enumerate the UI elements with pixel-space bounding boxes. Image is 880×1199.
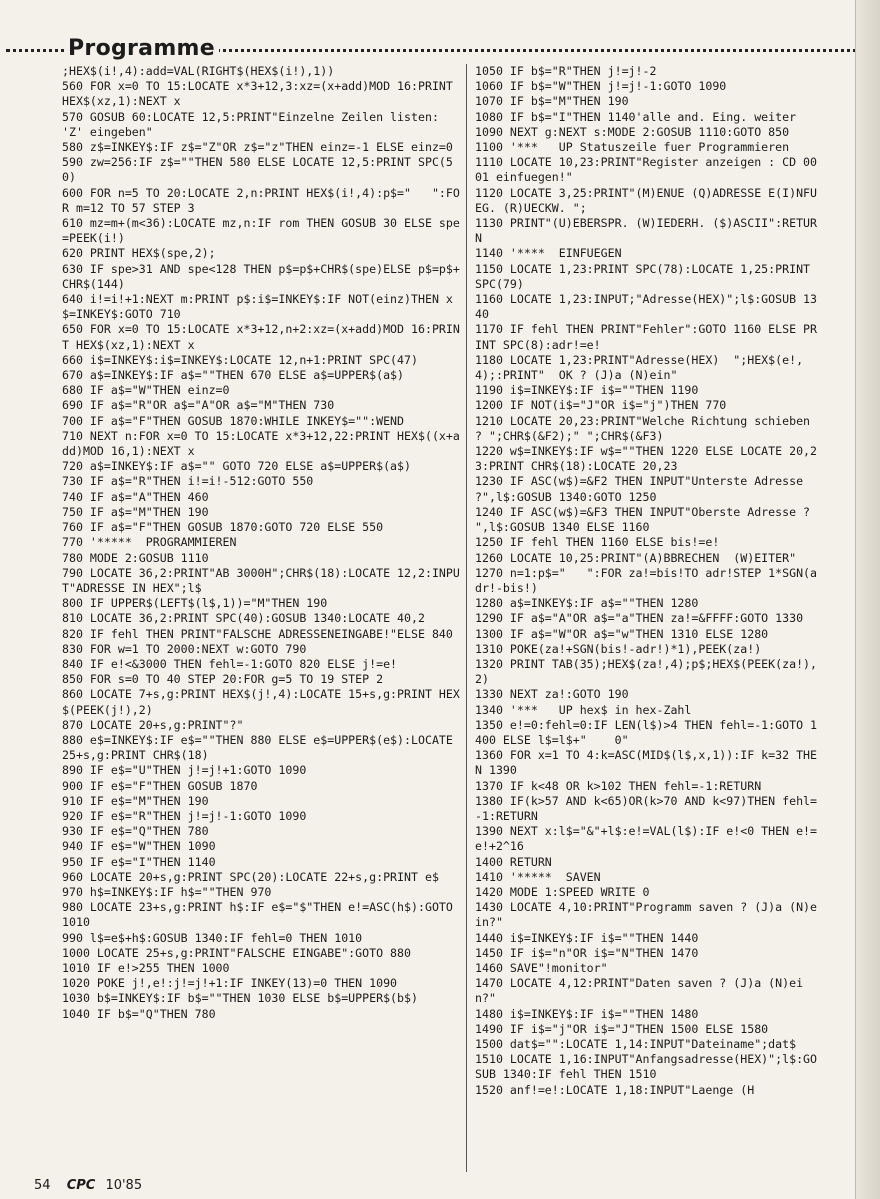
code-line: 980 LOCATE 23+s,g:PRINT h$:IF e$="$"THEN e!=ASC(h$):GOTO 1010: [62, 900, 460, 930]
code-line: 1460 SAVE"!monitor": [475, 960, 608, 975]
code-line: 1010 IF e!>255 THEN 1000: [62, 960, 230, 975]
listing-column-left: [62, 64, 464, 1022]
code-line: 940 IF e$="W"THEN 1090: [62, 839, 216, 854]
code-line: 1180 LOCATE 1,23:PRINT"Adresse(HEX) ";HEX$(e!,4);:PRINT" OK ? (J)a (N)ein": [475, 352, 804, 383]
code-line: 730 IF a$="R"THEN i!=i!-512:GOTO 550: [62, 474, 314, 489]
code-line: 640 i!=i!+1:NEXT m:PRINT p$:i$=INKEY$:IF NOT(einz)THEN x$=INKEY$:GOTO 710: [62, 292, 453, 322]
code-line: 760 IF a$="F"THEN GOSUB 1870:GOTO 720 ELSE 550: [62, 520, 384, 535]
code-line: 1060 IF b$="W"THEN j!=j!-1:GOTO 1090: [475, 79, 727, 94]
issue-date: 10'85: [105, 1178, 143, 1193]
code-line: 1210 LOCATE 20,23:PRINT"Welche Richtung schieben ? ";CHR$(&F2);" ";CHR$(&F3): [475, 413, 818, 443]
code-line: 690 IF a$="R"OR a$="A"OR a$="M"THEN 730: [62, 398, 335, 413]
code-line: 750 IF a$="M"THEN 190: [62, 504, 209, 519]
code-line: 1050 IF b$="R"THEN j!=j!-2: [475, 64, 657, 78]
code-line: 1100 '*** UP Statuszeile fuer Programmieren: [475, 140, 790, 155]
code-line: 670 a$=INKEY$:IF a$=""THEN 670 ELSE a$=UPPER$(a$): [62, 368, 405, 383]
code-line: 660 i$=INKEY$:i$=INKEY$:LOCATE 12,n+1:PRINT SPC(47): [62, 352, 418, 367]
magazine-name: CPC: [66, 1178, 96, 1193]
code-line: 850 FOR s=0 TO 40 STEP 20:FOR g=5 TO 19 STEP 2: [62, 672, 384, 687]
code-line: 1200 IF NOT(i$="J"OR i$="j")THEN 770: [475, 398, 727, 413]
code-line: 780 MODE 2:GOSUB 1110: [62, 550, 209, 565]
code-line: 920 IF e$="R"THEN j!=j!-1:GOTO 1090: [62, 808, 307, 823]
code-line: 580 z$=INKEY$:IF z$="Z"OR z$="z"THEN einz=-1 ELSE einz=0: [62, 140, 453, 155]
code-line: 820 IF fehl THEN PRINT"FALSCHE ADRESSENEINGABE!"ELSE 840: [62, 626, 453, 641]
code-line: 650 FOR x=0 TO 15:LOCATE x*3+12,n+2:xz=(x+add)MOD 16:PRINT HEX$(xz,1):NEXT x: [62, 322, 460, 352]
code-line: 1270 n=1:p$=" ":FOR za!=bis!TO adr!STEP 1*SGN(adr!-bis!): [475, 565, 818, 595]
code-line: 1330 NEXT za!:GOTO 190: [475, 687, 629, 702]
code-line: 830 FOR w=1 TO 2000:NEXT w:GOTO 790: [62, 641, 307, 656]
code-line: 710 NEXT n:FOR x=0 TO 15:LOCATE x*3+12,22:PRINT HEX$((x+add)MOD 16,1):NEXT x: [62, 428, 460, 459]
code-line: 1350 e!=0:fehl=0:IF LEN(l$)>4 THEN fehl=-1:GOTO 1400 ELSE l$=l$+" 0": [475, 717, 818, 747]
page-footer: [34, 1178, 142, 1193]
code-line: 720 a$=INKEY$:IF a$="" GOTO 720 ELSE a$=UPPER$(a$): [62, 459, 412, 474]
code-line: 1390 NEXT x:l$="&"+l$:e!=VAL(l$):IF e!<0 THEN e!=e!+2^16: [475, 824, 818, 854]
listing-column-right: [466, 64, 825, 1172]
code-line: 1380 IF(k>57 AND k<65)OR(k>70 AND k<97)THEN fehl=-1:RETURN: [475, 793, 818, 823]
code-line: 1170 IF fehl THEN PRINT"Fehler":GOTO 1160 ELSE PRINT SPC(8):adr!=e!: [475, 322, 818, 352]
code-line: 1340 '*** UP hex$ in hex-Zahl: [475, 702, 692, 717]
code-line: 1400 RETURN: [475, 854, 552, 869]
code-line: 840 IF e!<&3000 THEN fehl=-1:GOTO 820 ELSE j!=e!: [62, 656, 398, 671]
code-line: 880 e$=INKEY$:IF e$=""THEN 880 ELSE e$=UPPER$(e$):LOCATE 25+s,g:PRINT CHR$(18): [62, 732, 460, 763]
code-line: 1470 LOCATE 4,12:PRINT"Daten saven ? (J)a (N)ein?": [475, 976, 804, 1006]
code-line: 590 zw=256:IF z$=""THEN 580 ELSE LOCATE 12,5:PRINT SPC(50): [62, 155, 453, 185]
code-line: 1250 IF fehl THEN 1160 ELSE bis!=e!: [475, 535, 720, 550]
code-line: 1240 IF ASC(w$)=&F3 THEN INPUT"Oberste Adresse ? ",l$:GOSUB 1340 ELSE 1160: [475, 504, 818, 535]
code-line: 1020 POKE j!,e!:j!=j!+1:IF INKEY(13)=0 THEN 1090: [62, 976, 398, 991]
code-line: 600 FOR n=5 TO 20:LOCATE 2,n:PRINT HEX$(i!,4):p$=" ":FOR m=12 TO 57 STEP 3: [62, 185, 460, 215]
code-line: 1480 i$=INKEY$:IF i$=""THEN 1480: [475, 1006, 699, 1021]
adjacent-page-edge: [855, 0, 880, 1199]
code-line: 1110 LOCATE 10,23:PRINT"Register anzeigen : CD 00 01 einfuegen!": [475, 155, 825, 185]
code-line: 860 LOCATE 7+s,g:PRINT HEX$(j!,4):LOCATE 15+s,g:PRINT HEX$(PEEK(j!),2): [62, 687, 460, 717]
code-line: 610 mz=m+(m<36):LOCATE mz,n:IF rom THEN GOSUB 30 ELSE spe=PEEK(i!): [62, 216, 460, 246]
code-line: 1130 PRINT"(U)EBERSPR. (W)IEDERH. ($)ASCII":RETURN: [475, 216, 818, 246]
code-line: 1090 NEXT g:NEXT s:MODE 2:GOSUB 1110:GOTO 850: [475, 124, 790, 139]
code-line: 970 h$=INKEY$:IF h$=""THEN 970: [62, 884, 272, 899]
code-line: 1040 IF b$="Q"THEN 780: [62, 1006, 216, 1021]
code-line: 960 LOCATE 20+s,g:PRINT SPC(20):LOCATE 22+s,g:PRINT e$: [62, 869, 439, 884]
code-line: 810 LOCATE 36,2:PRINT SPC(40):GOSUB 1340:LOCATE 40,2: [62, 611, 425, 626]
code-line: 1160 LOCATE 1,23:INPUT;"Adresse(HEX)";l$:GOSUB 1340: [475, 292, 818, 322]
code-line: 790 LOCATE 36,2:PRINT"AB 3000H";CHR$(18):LOCATE 12,2:INPUT"ADRESSE IN HEX";l$: [62, 565, 460, 595]
code-line: 1490 IF i$="j"OR i$="J"THEN 1500 ELSE 1580: [475, 1021, 769, 1036]
code-line: 1320 PRINT TAB(35);HEX$(za!,4);p$;HEX$(PEEK(za!),2): [475, 656, 818, 687]
code-line: 1030 b$=INKEY$:IF b$=""THEN 1030 ELSE b$=UPPER$(b$): [62, 991, 418, 1006]
code-line: 1410 '***** SAVEN: [475, 869, 601, 884]
code-line: 910 IF e$="M"THEN 190: [62, 793, 209, 808]
code-line: 570 GOSUB 60:LOCATE 12,5:PRINT"Einzelne Zeilen listen: 'Z' eingeben": [62, 109, 446, 139]
code-line: 1420 MODE 1:SPEED WRITE 0: [475, 884, 650, 899]
code-line: 930 IF e$="Q"THEN 780: [62, 824, 209, 839]
code-line: ;HEX$(i!,4):add=VAL(RIGHT$(HEX$(i!),1)): [62, 64, 335, 78]
code-line: 1140 '**** EINFUEGEN: [475, 246, 622, 261]
code-line: 1120 LOCATE 3,25:PRINT"(M)ENUE (Q)ADRESSE E(I)NFUEG. (R)UECKW. ";: [475, 185, 818, 215]
code-line: 1360 FOR x=1 TO 4:k=ASC(MID$(l$,x,1)):IF k=32 THEN 1390: [475, 748, 818, 778]
section-title: Programme: [64, 36, 219, 62]
code-line: 1000 LOCATE 25+s,g:PRINT"FALSCHE EINGABE":GOTO 880: [62, 945, 412, 960]
code-line: 870 LOCATE 20+s,g:PRINT"?": [62, 717, 244, 732]
code-line: 1310 POKE(za!+SGN(bis!-adr!)*1),PEEK(za!): [475, 641, 762, 656]
page-number: 54: [34, 1178, 51, 1193]
code-line: 560 FOR x=0 TO 15:LOCATE x*3+12,3:xz=(x+add)MOD 16:PRINT HEX$(xz,1):NEXT x: [62, 79, 460, 109]
code-line: 700 IF a$="F"THEN GOSUB 1870:WHILE INKEY$="":WEND: [62, 413, 405, 428]
code-line: 680 IF a$="W"THEN einz=0: [62, 383, 230, 398]
code-line: 1370 IF k<48 OR k>102 THEN fehl=-1:RETURN: [475, 778, 762, 793]
code-line: 1280 a$=INKEY$:IF a$=""THEN 1280: [475, 596, 699, 611]
code-line: 1440 i$=INKEY$:IF i$=""THEN 1440: [475, 930, 699, 945]
code-line: 1520 anf!=e!:LOCATE 1,18:INPUT"Laenge (H: [475, 1082, 755, 1097]
code-line: 1190 i$=INKEY$:IF i$=""THEN 1190: [475, 383, 699, 398]
code-line: 770 '***** PROGRAMMIEREN: [62, 535, 237, 550]
code-line: 990 l$=e$+h$:GOSUB 1340:IF fehl=0 THEN 1010: [62, 930, 363, 945]
code-line: 1500 dat$="":LOCATE 1,14:INPUT"Dateiname";dat$: [475, 1037, 797, 1051]
code-line: 1220 w$=INKEY$:IF w$=""THEN 1220 ELSE LOCATE 20,23:PRINT CHR$(18):LOCATE 20,23: [475, 444, 818, 474]
code-line: 890 IF e$="U"THEN j!=j!+1:GOTO 1090: [62, 763, 307, 778]
code-line: 1080 IF b$="I"THEN 1140'alle and. Eing. weiter: [475, 109, 797, 124]
code-line: 950 IF e$="I"THEN 1140: [62, 854, 216, 869]
code-line: 1450 IF i$="n"OR i$="N"THEN 1470: [475, 945, 699, 960]
code-line: 620 PRINT HEX$(spe,2);: [62, 246, 216, 261]
code-line: 740 IF a$="A"THEN 460: [62, 489, 209, 504]
code-line: 1150 LOCATE 1,23:PRINT SPC(78):LOCATE 1,25:PRINT SPC(79): [475, 261, 818, 291]
code-line: 800 IF UPPER$(LEFT$(l$,1))="M"THEN 190: [62, 596, 328, 611]
code-line: 1430 LOCATE 4,10:PRINT"Programm saven ? (J)a (N)ein?": [475, 900, 818, 930]
code-line: 1260 LOCATE 10,25:PRINT"(A)BBRECHEN (W)EITER": [475, 550, 797, 565]
code-line: 900 IF e$="F"THEN GOSUB 1870: [62, 778, 258, 793]
code-line: 630 IF spe>31 AND spe<128 THEN p$=p$+CHR$(spe)ELSE p$=p$+CHR$(144): [62, 261, 460, 291]
code-line: 1230 IF ASC(w$)=&F2 THEN INPUT"Unterste Adresse ?",l$:GOSUB 1340:GOTO 1250: [475, 474, 811, 504]
code-line: 1070 IF b$="M"THEN 190: [475, 94, 629, 109]
code-line: 1510 LOCATE 1,16:INPUT"Anfangsadresse(HEX)";l$:GOSUB 1340:IF fehl THEN 1510: [475, 1052, 818, 1082]
code-line: 1290 IF a$="A"OR a$="a"THEN za!=&FFFF:GOTO 1330: [475, 611, 804, 626]
code-line: 1300 IF a$="W"OR a$="w"THEN 1310 ELSE 1280: [475, 626, 769, 641]
